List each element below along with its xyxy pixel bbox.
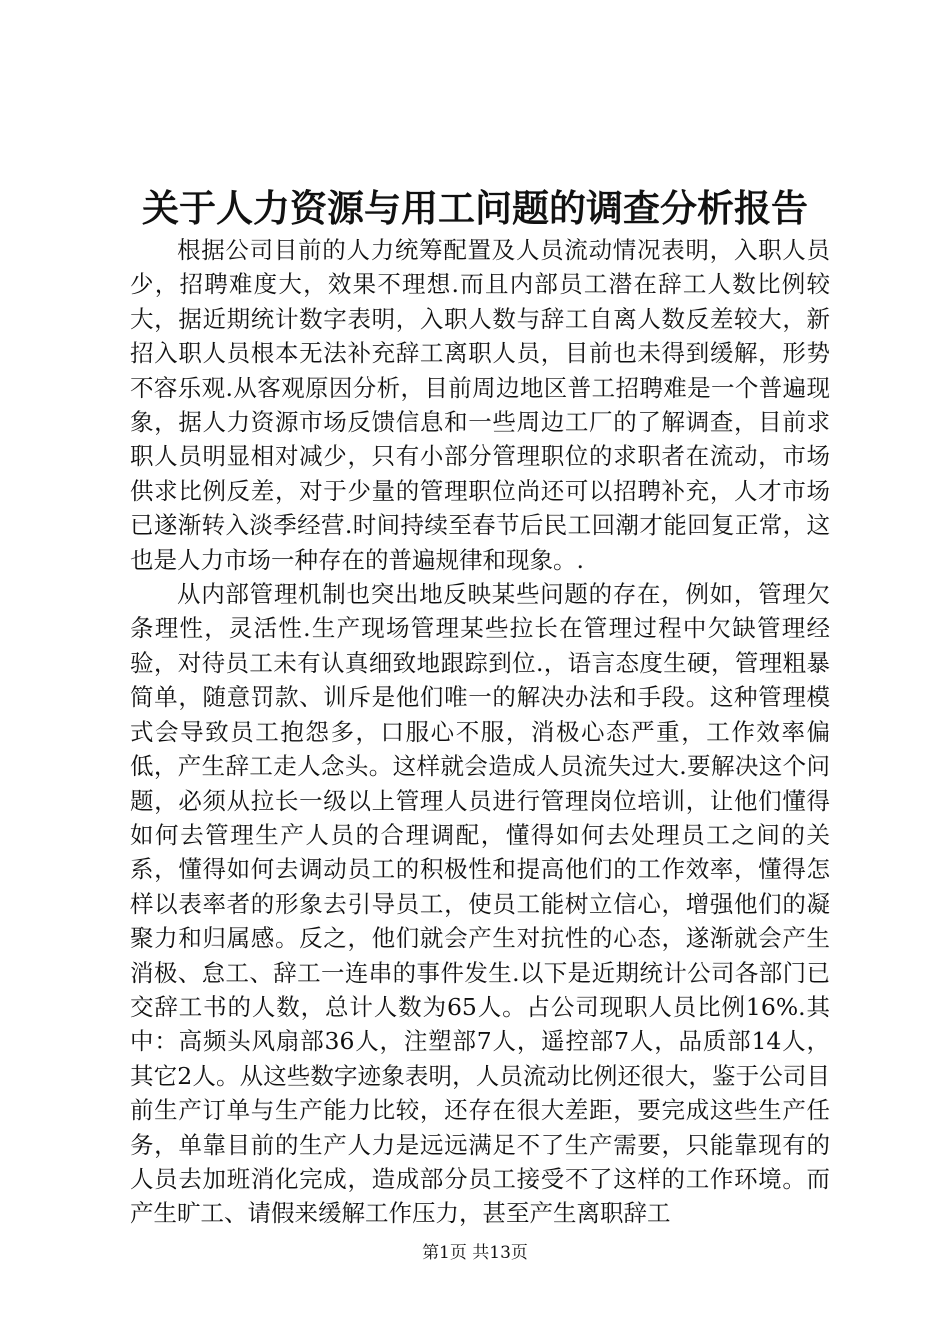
page-number-footer: 第1页 共13页 [422, 1243, 528, 1263]
document-title: 关于人力资源与用工问题的调查分析报告 [142, 186, 808, 230]
document-body [130, 233, 830, 1231]
body-paragraph: 根据公司目前的人力统筹配置及人员流动情况表明，入职人员少，招聘难度大，效果不理想.而且内部员工潜在辞工人数比例较大，据近期统计数字表明，入职人数与辞工自离人数反差较大，新招入职人员根本无法补充辞工离职人员，目前也未得到缓解，形势不容乐观.从客观原因分析，目前周边地区普工招聘难是一个普遍现象，据人力资源市场反馈信息和一些周边工厂的了解调查，目前求职人员明显相对减少，只有小部分管理职位的求职者在流动，市场供求比例反差，对于少量的管理职位尚还可以招聘补充，人才市场已遂渐转入淡季经营.时间持续至春节后民工回潮才能回复正常，这也是人力市场一种存在的普遍规律和现象。. [130, 236, 830, 574]
body-paragraph: 从内部管理机制也突出地反映某些问题的存在，例如，管理欠条理性，灵活性.生产现场管理某些拉长在管理过程中欠缺管理经验，对待员工未有认真细致地跟踪到位.，语言态度生硬，管理粗暴简单，随意罚款、训斥是他们唯一的解决办法和手段。这种管理模式会导致员工抱怨多，口服心不服，消极心态严重，工作效率偏低，产生辞工走人念头。这样就会造成人员流失过大.要解决这个问题，必须从拉长一级以上管理人员进行管理岗位培训，让他们懂得如何去管理生产人员的合理调配，懂得如何去处理员工之间的关系，懂得如何去调动员工的积极性和提高他们的工作效率，懂得怎样以表率者的形象去引导员工，使员工能树立信心，增强他们的凝聚力和归属感。反之，他们就会产生对抗性的心态，遂渐就会产生消极、怠工、辞工一连串的事件发生.以下是近期统计公司各部门已交辞工书的人数，总计人数为65人。占公司现职人员比例16%.其中：高频头风扇部36人，注塑部7人，遥控部7人，品质部14人，其它2人。从这些数字迹象表明，人员流动比例还很大，鉴于公司目前生产订单与生产能力比较，还存在很大差距，要完成这些生产任务，单靠目前的生产人力是远远满足不了生产需要，只能靠现有的人员去加班消化完成，造成部分员工接受不了这样的工作环境。而产生旷工、请假来缓解工作压力，甚至产生离职辞工 [130, 580, 830, 1228]
